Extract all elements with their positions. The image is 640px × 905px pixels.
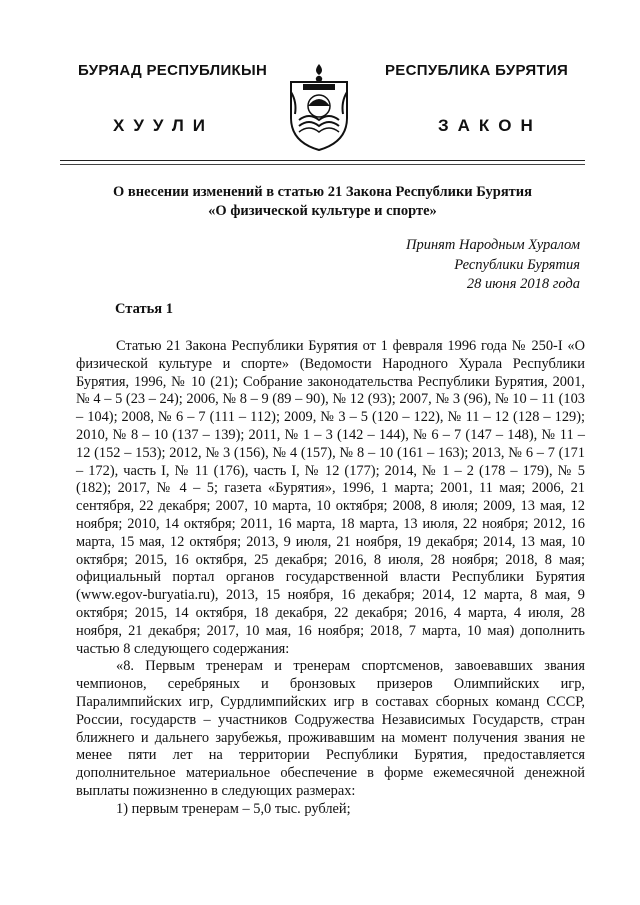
law-title-line-1: О внесении изменений в статью 21 Закона Республики Бурятия <box>113 184 532 200</box>
header-divider-thick <box>60 160 585 161</box>
coat-of-arms-emblem-icon <box>285 62 353 152</box>
adoption-note <box>406 236 580 295</box>
header-left-doc-type: ХУУЛИ <box>113 116 214 135</box>
paragraph-item-1: 1) первым тренерам – 5,0 тыс. рублей; <box>116 800 351 817</box>
header-right-doc-type: ЗАКОН <box>438 116 542 135</box>
article-heading: Статья 1 <box>115 301 173 317</box>
adoption-date: 28 июня 2018 года <box>466 276 580 292</box>
law-title-line-2: «О физической культуре и спорте» <box>208 203 437 219</box>
paragraph-amendment-sources: Статью 21 Закона Республики Бурятия от 1 февраля 1996 года № 250-I «О физической культуре и спорте» (Ведомости Народного Хурала Республики Бурятия, 1996, № 10 (21); Собрание законодательства Республики Бурятия, 2001, № 4 – 5 (23 – 24); 2006, № 8 – 9 (89 – 90), № 12 (93); 2007, № 3 (96), № 10 – 11 (103 – 104); 2008, № 6 – 7 (111 – 112); 2009, № 3 – 5 (120 – 122), № 11 – 12 (128 – 129); 2010, № 8 – 10 (137 – 139); 2011, № 1 – 3 (142 – 144), № 6 – 7 (147 – 148), № 11 – 12 (152 – 153); 2012, № 3 (156), № 4 (157), № 8 – 10 (161 – 163); 2013, № 6 – 7 (171 – 172), часть I, № 11 (176), часть I, № 12 (177); 2014, № 1 – 2 (178 – 179), № 5 (182); 2017, № 4 – 5; газета «Бурятия», 1996, 1 марта; 2001, 11 мая; 2006, 21 сентября, 22 декабря; 2007, 10 марта, 10 октября; 2008, 8 июля; 2009, 13 мая, 12 ноября; 2010, 14 октября; 2011, 16 марта, 18 марта, 13 июля, 22 ноября; 2012, 16 марта, 15 мая, 12 октября; 2013, 9 июля, 21 ноября, 19 декабря; 2014, 13 мая, 10 октября; 2015, 16 октября, 25 декабря; 2016, 8 июля, 28 ноября; 2018, 8 мая; официальный портал органов государственной власти Республики Бурятия (www.egov-buryatia.ru), 2013, 15 ноября, 16 декабря; 2014, 12 марта, 8 мая, 9 октября; 2015, 14 октября, 18 декабря, 22 декабря; 2016, 4 марта, 4 июля, 28 ноября, 21 декабря; 2017, 10 мая, 16 ноября; 2018, 7 марта, 10 мая) дополнить частью 8 следующего содержания: <box>76 338 585 657</box>
law-title <box>60 183 585 221</box>
adoption-line-1: Принят Народным Хуралом <box>405 237 580 253</box>
paragraph-part-8: «8. Первым тренерам и тренерам спортсменов, завоевавших звания чемпионов, серебряных и бронзовых призеров Олимпийских игр, Паралимпийских игр, Сурдлимпийских игр в составах сборных команд СССР, России, государств – участников Содружества Независимых Государств, стран ближнего и дальнего зарубежья, проживавшим на момент получения звания не менее пяти лет на территории Республики Бурятия, предоставляется дополнительное материальное обеспечение в форме ежемесячной денежной выплаты пожизненно в следующих размерах: <box>76 658 585 799</box>
adoption-line-2: Республики Бурятия <box>454 256 580 273</box>
header-divider-thin <box>60 164 585 165</box>
header-left-republic: БУРЯАД РЕСПУБЛИКЫН <box>78 62 268 79</box>
header-right-republic: РЕСПУБЛИКА БУРЯТИЯ <box>385 62 569 79</box>
article-body <box>76 338 585 819</box>
